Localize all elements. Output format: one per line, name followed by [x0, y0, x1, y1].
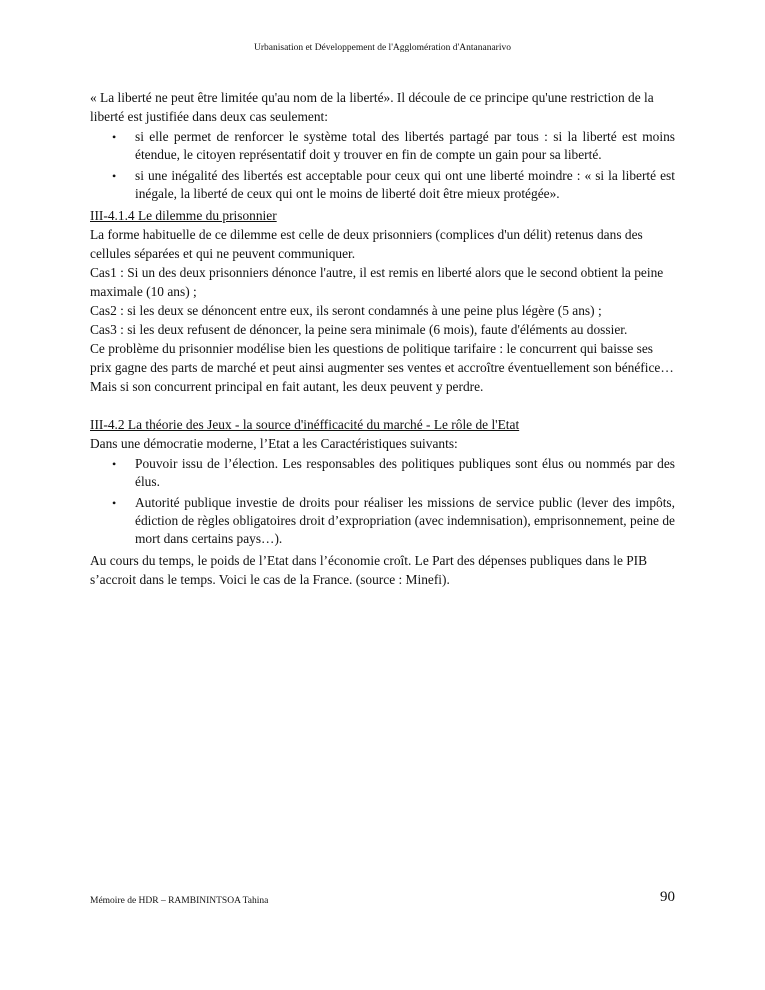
state-intro: Dans une démocratie moderne, l’Etat a les Caractéristiques suivants: [90, 436, 458, 451]
list-item: • si elle permet de renforcer le système total des libertés partagé par tous : si la liberté est moins étendue, le citoyen représentatif doit y trouver en fin de compte un gain pour sa liberté. [112, 129, 675, 162]
section-heading-prisoner-dilemma: III-4.1.4 Le dilemme du prisonnier [90, 208, 277, 223]
bullet-icon: • [112, 496, 117, 510]
footer-author: Mémoire de HDR – RAMBININTSOA Tahina [90, 896, 269, 906]
case-3: Cas3 : si les deux refusent de dénoncer, la peine sera minimale (6 mois), faute d'éléments au dossier. [90, 322, 628, 337]
liberty-bullet-list [90, 128, 675, 203]
conclusion-paragraph: Au cours du temps, le poids de l’Etat dans l’économie croît. Le Part des dépenses publiques dans le PIB s’accroit dans le temps. Voici le cas de la France. (source : Minefi). [90, 553, 648, 587]
running-header: Urbanisation et Développement de l'Agglomération d'Antananarivo [254, 43, 511, 53]
dilemma-paragraph: La forme habituelle de ce dilemme est celle de deux prisonniers (complices d'un délit) retenus dans des cellules séparées et qui ne peuvent communiquer. [90, 227, 643, 261]
pricing-paragraph: Ce problème du prisonnier modélise bien les questions de politique tarifaire : le concurrent qui baisse ses prix gagne des parts de marché et peut ainsi augmenter ses ventes et accroître éventuellement son bénéfice… Mais si son concurrent principal en fait autant, les deux peuvent y perdre. [90, 341, 674, 394]
intro-paragraph: « La liberté ne peut être limitée qu'au nom de la liberté». Il découle de ce principe qu'une restriction de la liberté est justifiée dans deux cas seulement: [90, 90, 654, 124]
bullet-icon: • [112, 457, 117, 471]
bullet-icon: • [112, 169, 117, 183]
list-item: • Pouvoir issu de l’élection. Les responsables des politiques publiques sont élus ou nommés par des élus. [112, 456, 675, 489]
list-item: • Autorité publique investie de droits pour réaliser les missions de service public (lever des impôts, édiction de règles obligatoires droit d’expropriation (avec indemnisation), emprisonnement, peine de mort dans certains pays…). [112, 495, 675, 546]
page-body [90, 88, 675, 589]
state-bullet-list [90, 455, 675, 548]
case-1: Cas1 : Si un des deux prisonniers dénonce l'autre, il est remis en liberté alors que le second obtient la peine maximale (10 ans) ; [90, 265, 664, 299]
case-2: Cas2 : si les deux se dénoncent entre eux, ils seront condamnés à une peine plus légère (5 ans) ; [90, 303, 602, 318]
list-item: • si une inégalité des libertés est acceptable pour ceux qui ont une liberté moindre : « si la liberté est inégale, la liberté de ceux qui ont le moins de liberté doit être mieux protégée». [112, 168, 675, 201]
page-number: 90 [660, 889, 675, 905]
bullet-icon: • [112, 130, 117, 144]
spacer [90, 396, 675, 415]
section-heading-game-theory: III-4.2 La théorie des Jeux - la source d'inéfficacité du marché - Le rôle de l'Etat [90, 417, 520, 432]
